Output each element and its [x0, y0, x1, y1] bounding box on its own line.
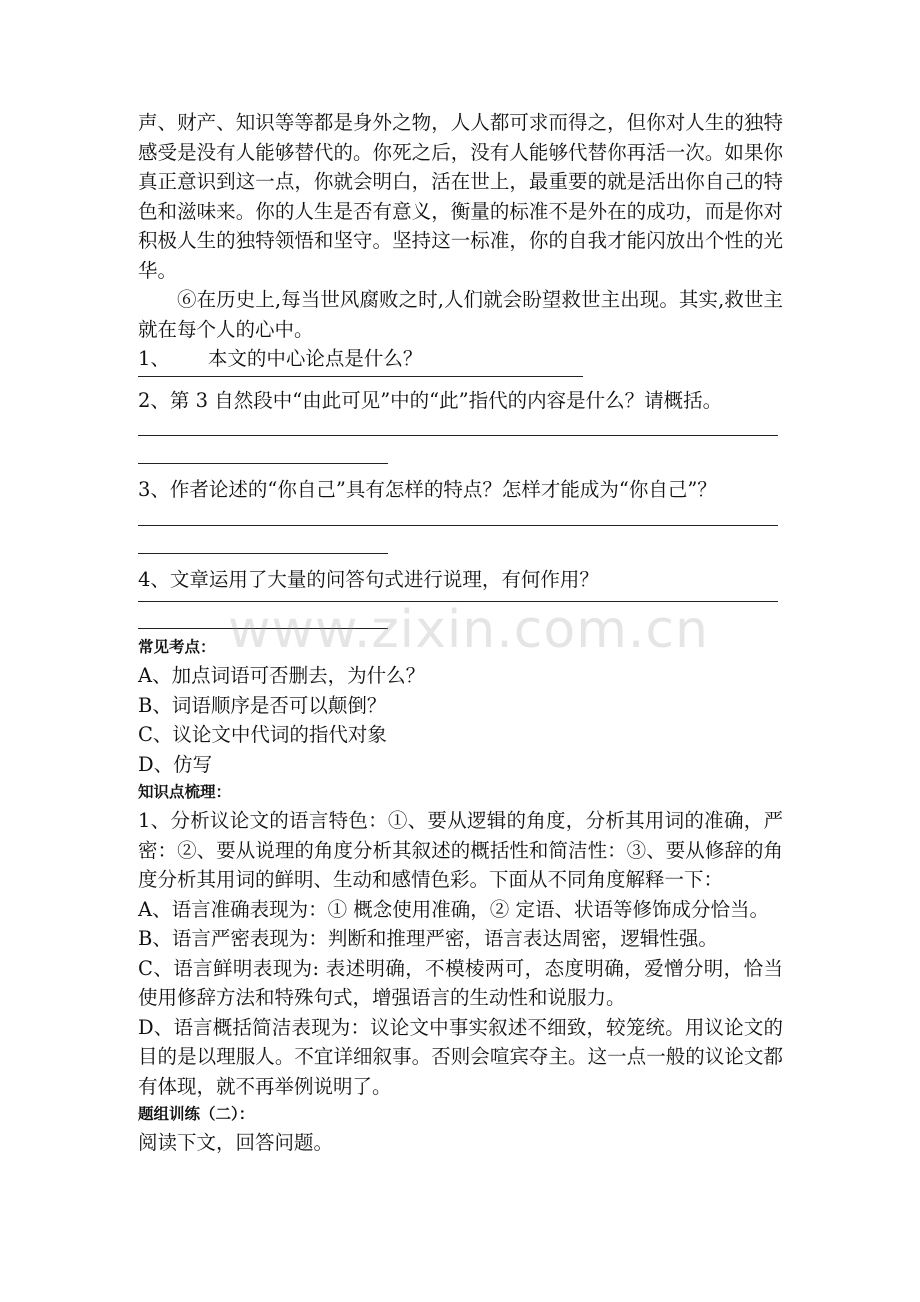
question-2 [138, 386, 783, 416]
question-1-number: 1、 [138, 347, 170, 370]
exam-point-b: B、词语顺序是否可以颠倒？ [138, 693, 387, 717]
question-4-text: 文章运用了大量的问答句式进行说理，有何作用？ [169, 567, 599, 591]
knowledge-item-d: D、语言概括简洁表现为：议论文中事实叙述不细致，较笼统。用议论文的目的是以理服人。不宜详细叙事。否则会喧宾夺主。这一点一般的议论文都有体现，就不再举例说明了。 [138, 1015, 783, 1098]
exam-point-a: A、加点词语可否删去，为什么？ [138, 664, 426, 687]
exam-point-d: D、仿写 [138, 752, 213, 776]
passage-paragraph-6: ⑥在历史上,每当世风腐败之时,人们就会盼望救世主出现。其实,救世主就在每个人的心中。 [138, 288, 783, 341]
question-3-text: 作者论述的“你自己”具有怎样的特点？怎样才能成为“你自己”？ [169, 478, 717, 501]
answer-lines-2 [138, 415, 783, 475]
knowledge-heading: 知识点梳理： [138, 783, 232, 801]
knowledge-item-a: A、语言准确表现为：① 概念使用准确，② 定语、状语等修饰成分恰当。 [138, 897, 769, 921]
question-1 [138, 344, 783, 374]
question-3 [138, 475, 783, 505]
answer-line-1 [138, 374, 783, 386]
exam-points-heading: 常见考点： [138, 638, 216, 656]
answer-lines-4 [138, 594, 783, 634]
question-4 [138, 565, 783, 595]
question-4-number: 4、 [138, 567, 170, 591]
exam-point-c: C、议论文中代词的指代对象 [138, 723, 387, 746]
knowledge-item-c: C、语言鲜明表现为: 表述明确，不模棱两可，态度明确，爱憎分明，恰当使用修辞方法和特殊句式，增强语言的生动性和说服力。 [138, 956, 783, 1009]
question-1-text: 本文的中心论点是什么？ [207, 347, 423, 370]
question-2-text: 第 3 自然段中“由此可见”中的“此”指代的内容是什么？请概括。 [169, 388, 723, 412]
knowledge-intro: 1、分析议论文的语言特色：①、要从逻辑的角度，分析其用词的准确，严密：②、要从说理的角度分析其叙述的概括性和简洁性：③、要从修辞的角度分析其用词的鲜明、生动和感情色彩。下面从不同角度解释一下： [138, 809, 783, 891]
answer-lines-3 [138, 505, 783, 565]
question-2-number: 2、 [138, 388, 170, 412]
practice-heading: 题组训练（二）： [138, 1105, 255, 1123]
passage-paragraph-continued: 声、财产、知识等等都是身外之物，人人都可求而得之，但你对人生的独特感受是没有人能够替代的。你死之后，没有人能够代替你再活一次。如果你真正意识到这一点，你就会明白，活在世上，最重要的就是活出你自己的特色和滋味来。你的人生是否有意义，衡量的标准不是外在的成功，而是你对积极人生的独特领悟和坚守。坚持这一标准，你的自我才能闪放出个性的光华。 [138, 111, 783, 282]
practice-instruction: 阅读下文，回答问题。 [138, 1131, 334, 1154]
question-3-number: 3、 [138, 478, 170, 501]
knowledge-item-b: B、语言严密表现为：判断和推理严密，语言表达周密，逻辑性强。 [138, 927, 718, 950]
watermark: www.zixin.com.cn [228, 600, 709, 660]
document-page [138, 108, 783, 1158]
